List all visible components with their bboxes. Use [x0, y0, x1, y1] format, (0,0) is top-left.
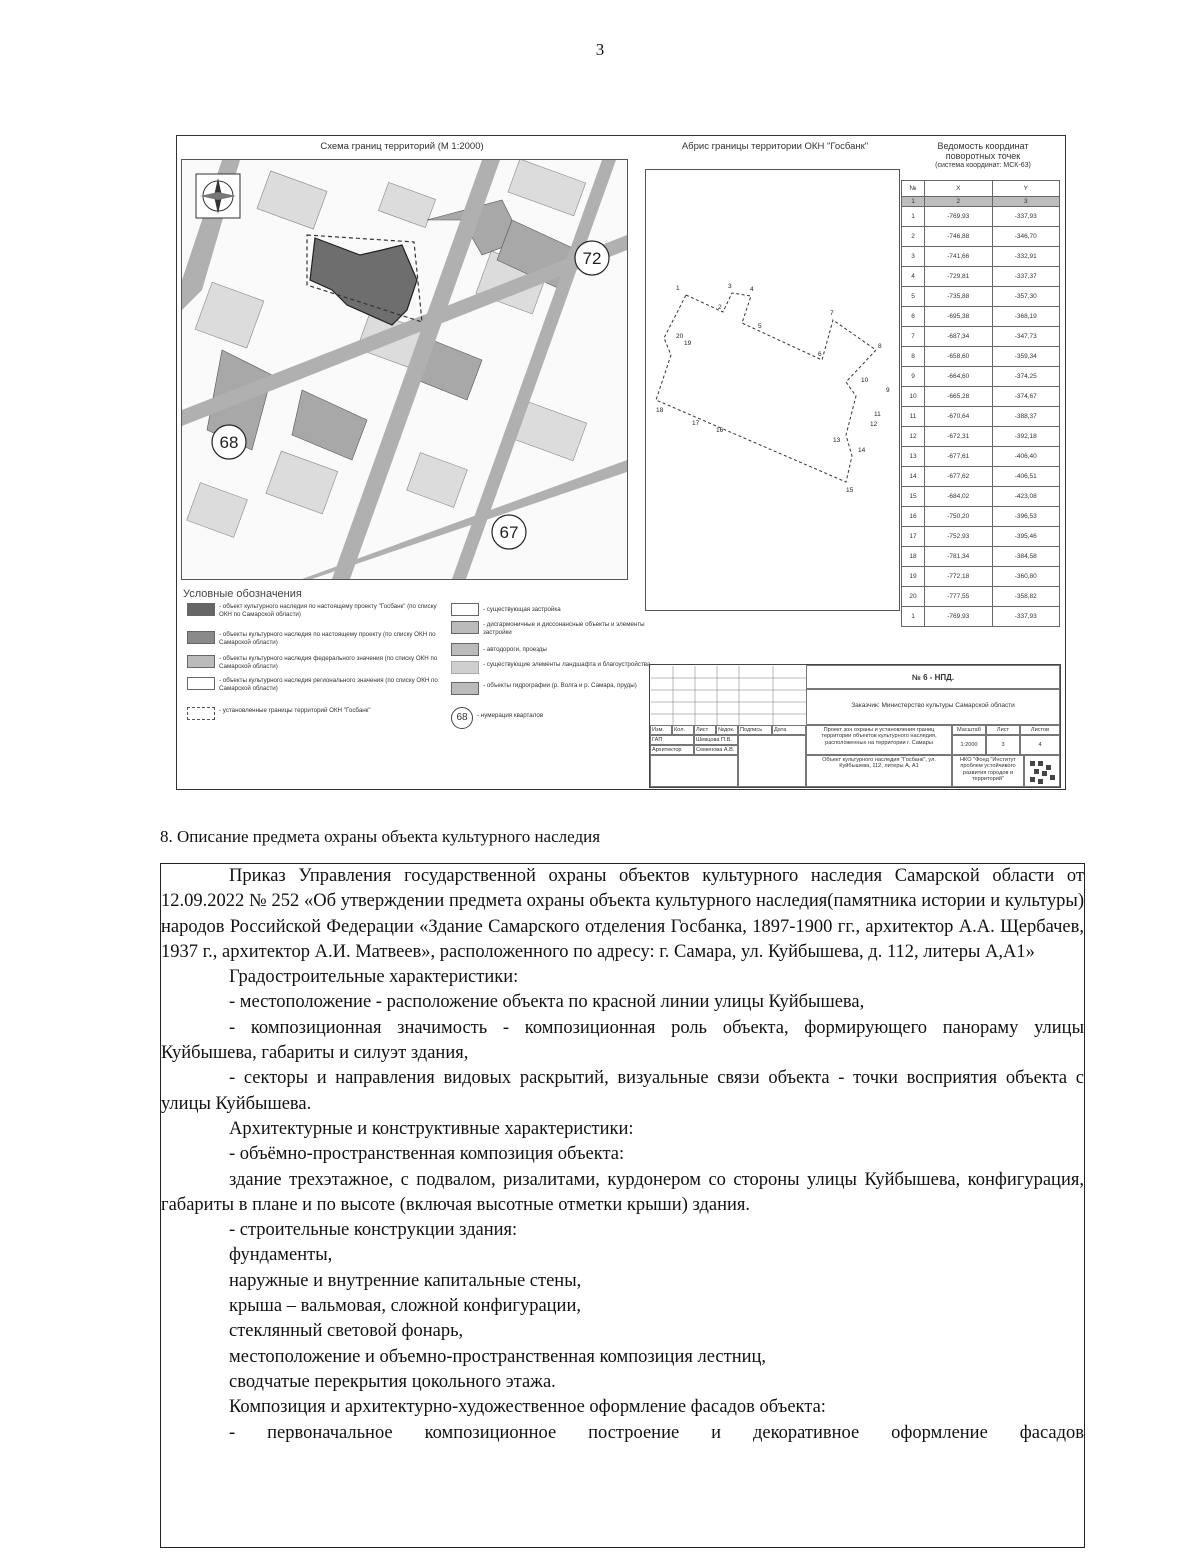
coords-row: [902, 407, 1060, 427]
legend-right: [451, 603, 651, 743]
order-paragraph: Приказ Управления государственной охраны объектов культурного наследия Самарской области от 12.09.2022 № 252 «Об утверждении предмета охраны объекта культурного наследия(памятника истории и культуры) народов Российской Федерации «Здание Самарского отделения Госбанка, 1897-1900 гг., архитектор А.А. Щербачев, 1937 г., архитектор А.И. Матвеев», расположенного по адресу: г. Самара, ул. Куйбышева, д. 112, литеры А,А1»: [161, 866, 1084, 962]
svg-text:16: 16: [716, 427, 724, 434]
coords-point-number: 20: [902, 587, 925, 607]
boundary-abris: [645, 169, 900, 611]
text-line: - строительные конструкции здания:: [229, 1220, 518, 1241]
coords-y-value: -374,67: [992, 387, 1060, 407]
coords-x-value: -750,20: [925, 507, 993, 527]
coords-y-value: -337,93: [992, 207, 1060, 227]
coords-point-number: 9: [902, 367, 925, 387]
coords-point-number: 2: [902, 227, 925, 247]
legend-swatch: [451, 682, 479, 695]
svg-text:13: 13: [833, 437, 841, 444]
coords-row: [902, 487, 1060, 507]
site-map-svg: [182, 160, 627, 579]
coords-row: [902, 367, 1060, 387]
coords-x-value: -769,93: [925, 607, 993, 627]
text-line: здание трехэтажное, с подвалом, ризалитами, курдонером со стороны улицы Куйбышева, конфигурация, габариты в плане и по высоте (включая высотные отметки крыши) здания.: [161, 1169, 1084, 1215]
svg-text:5: 5: [758, 323, 762, 330]
stamp-object-desc: Объект культурного наследия "Госбанк", ул. Куйбышева, 112, литеры А, А1: [806, 755, 952, 787]
stamp-grid-lines: [651, 666, 806, 725]
legend-item: [451, 661, 651, 674]
stamp-col-izm: Изм.: [650, 725, 672, 735]
compass-rose: [196, 174, 240, 218]
coords-header-y: Y: [992, 181, 1060, 197]
coords-y-value: -347,73: [992, 327, 1060, 347]
legend-text: - установленные границы территорий ОКН "Госбанк": [219, 707, 371, 714]
stamp-name-gap: Шевцова П.В.: [694, 735, 738, 745]
coords-index-cell: 1: [902, 197, 925, 207]
coords-row: [902, 567, 1060, 587]
legend-text: - дисгармоничные и диссонансные объекты и элементы застройки: [483, 621, 645, 636]
coords-y-value: -384,58: [992, 547, 1060, 567]
svg-text:14: 14: [858, 447, 866, 454]
coords-row: [902, 227, 1060, 247]
text-line: - первоначальное композиционное построение и декоративное оформление фасадов: [229, 1422, 1084, 1443]
coords-row: [902, 247, 1060, 267]
stamp-sheets: 4: [1020, 735, 1060, 755]
coords-row: [902, 287, 1060, 307]
svg-text:3: 3: [728, 283, 732, 290]
coords-y-value: -360,80: [992, 567, 1060, 587]
stamp-blank-rows: [650, 755, 738, 787]
coords-point-number: 10: [902, 387, 925, 407]
organization-logo: [1024, 755, 1060, 787]
coords-x-value: -665,28: [925, 387, 993, 407]
coords-row: [902, 527, 1060, 547]
legend-text: - автодороги, проезды: [483, 646, 547, 653]
coords-header-no: №: [902, 181, 925, 197]
legend-swatch: [187, 603, 215, 616]
coords-point-number: 18: [902, 547, 925, 567]
site-map: [181, 159, 628, 580]
text-line: - объёмно-пространственная композиция объекта:: [229, 1144, 625, 1165]
coords-x-value: -670,64: [925, 407, 993, 427]
legend-item: [187, 707, 387, 720]
text-line: фундаменты,: [229, 1245, 333, 1266]
legend-text: - объекты культурного наследия регионального значения (по списку ОКН по Самарской области): [219, 677, 438, 692]
coords-y-value: -374,25: [992, 367, 1060, 387]
stamp-organization: НКО "Фонд "Институт проблем устойчивого развития городов и территорий": [952, 755, 1024, 787]
stamp-sheet-header: Лист: [986, 725, 1020, 735]
coords-x-value: -735,88: [925, 287, 993, 307]
stamp-col-list: Лист: [694, 725, 716, 735]
coords-index-cell: 3: [992, 197, 1060, 207]
svg-text:1: 1: [676, 285, 680, 292]
coords-title-line1: Ведомость координат: [937, 141, 1029, 151]
stamp-role-gap: ГАП: [650, 735, 694, 745]
coords-point-number: 7: [902, 327, 925, 347]
legend-text: - объекты культурного наследия по настоящему проекту (по списку ОКН по Самарской области): [219, 631, 436, 646]
svg-text:9: 9: [886, 387, 890, 394]
stamp-col-ndoc: №док.: [716, 725, 738, 735]
text-line: сводчатые перекрытия цокольного этажа.: [229, 1371, 556, 1392]
quarter-label-68: 68: [219, 433, 239, 452]
coords-point-number: 6: [902, 307, 925, 327]
text-line: - местоположение - расположение объекта по красной линии улицы Куйбышева,: [229, 992, 865, 1013]
coords-y-value: -357,30: [992, 287, 1060, 307]
coords-x-value: -781,34: [925, 547, 993, 567]
coords-x-value: -672,31: [925, 427, 993, 447]
coords-x-value: -769,93: [925, 207, 993, 227]
coords-point-number: 3: [902, 247, 925, 267]
svg-text:11: 11: [874, 411, 881, 418]
text-line: стеклянный световой фонарь,: [229, 1321, 464, 1342]
text-line: наружные и внутренние капитальные стены,: [229, 1270, 582, 1291]
legend-swatch: [451, 661, 479, 674]
coords-y-value: -423,08: [992, 487, 1060, 507]
stamp-col-sign: Подпись: [738, 725, 772, 735]
coords-row: [902, 467, 1060, 487]
svg-text:17: 17: [692, 420, 700, 427]
coords-point-number: 1: [902, 207, 925, 227]
coords-row: [902, 587, 1060, 607]
legend-item: [451, 643, 651, 656]
legend-item: [187, 631, 447, 647]
coords-y-value: -358,82: [992, 587, 1060, 607]
coords-x-value: -695,38: [925, 307, 993, 327]
coords-x-value: -777,55: [925, 587, 993, 607]
map-title: Схема границ территорий (М 1:2000): [320, 141, 484, 152]
svg-text:20: 20: [676, 333, 684, 340]
coords-x-value: -746,88: [925, 227, 993, 247]
coords-row: [902, 387, 1060, 407]
coords-index-cell: 2: [925, 197, 993, 207]
legend-text: - существующая застройка: [483, 606, 561, 613]
coords-y-value: -332,91: [992, 247, 1060, 267]
abris-svg: [646, 170, 899, 610]
protection-subject-box: [160, 863, 1085, 1548]
coords-point-number: 1: [902, 607, 925, 627]
coords-point-number: 8: [902, 347, 925, 367]
svg-text:4: 4: [750, 286, 754, 293]
legend-text: - нумерация кварталов: [477, 712, 544, 719]
stamp-sheet: 3: [986, 735, 1020, 755]
legend-swatch: [187, 677, 215, 690]
legend-text: - объекты культурного наследия федерального значения (по списку ОКН по Самарской области): [219, 655, 438, 670]
coords-y-value: -392,18: [992, 427, 1060, 447]
coords-y-value: -337,37: [992, 267, 1060, 287]
coords-y-value: -388,37: [992, 407, 1060, 427]
legend-title: Условные обозначения: [183, 588, 302, 600]
coords-table-body: [902, 207, 1060, 627]
text-line: Композиция и архитектурно-художественное оформление фасадов объекта:: [229, 1397, 826, 1418]
coords-x-value: -741,66: [925, 247, 993, 267]
coords-x-value: -684,02: [925, 487, 993, 507]
stamp-col-date: Дата: [772, 725, 806, 735]
svg-text:18: 18: [656, 407, 664, 414]
legend-item: [187, 655, 447, 671]
legend-item: [451, 682, 651, 695]
coords-row: [902, 427, 1060, 447]
quarter-number-symbol: 68: [451, 707, 473, 729]
svg-text:2: 2: [718, 304, 722, 311]
stamp-col-kol: Кол.: [672, 725, 694, 735]
abris-title: Абрис границы территории ОКН "Госбанк": [681, 141, 869, 152]
coords-y-value: -406,40: [992, 447, 1060, 467]
stamp-client: Заказчик: Министерство культуры Самарской области: [806, 689, 1060, 725]
coords-x-value: -658,60: [925, 347, 993, 367]
coords-title: [903, 141, 1063, 170]
svg-text:19: 19: [684, 340, 692, 347]
coords-row: [902, 547, 1060, 567]
coords-header-x: X: [925, 181, 993, 197]
stamp-doc-number: № 6 - НПД.: [806, 665, 1060, 689]
legend-item: [451, 707, 651, 729]
legend-swatch: [187, 655, 215, 668]
coords-y-value: -396,53: [992, 507, 1060, 527]
svg-text:15: 15: [846, 487, 854, 494]
quarter-label-72: 72: [582, 249, 602, 268]
coords-point-number: 16: [902, 507, 925, 527]
stamp-role-architect: Архитектор: [650, 745, 694, 755]
stamp-scale-header: Масштаб: [952, 725, 986, 735]
coordinates-table: [901, 180, 1060, 627]
coords-row: [902, 207, 1060, 227]
title-block-stamp: [649, 664, 1061, 788]
legend-item: [451, 621, 651, 637]
stamp-empty-grid: [650, 665, 806, 725]
text-line: Градостроительные характеристики:: [229, 967, 519, 988]
svg-text:6: 6: [818, 351, 822, 358]
coords-x-value: -772,18: [925, 567, 993, 587]
legend-swatch: [451, 603, 479, 616]
text-line: Архитектурные и конструктивные характеристики:: [229, 1118, 634, 1139]
legend-text: - объект культурного наследия по настоящему проекту "Госбанк" (по списку ОКН по Самарской области): [219, 603, 437, 618]
coords-y-value: -359,34: [992, 347, 1060, 367]
legend-swatch: [187, 631, 215, 644]
coords-point-number: 12: [902, 427, 925, 447]
page-number: 3: [595, 40, 605, 59]
svg-text:12: 12: [870, 421, 878, 428]
legend-text: - объекты гидрографии (р. Волга и р. Самара, пруды): [483, 682, 637, 689]
coords-row: [902, 267, 1060, 287]
coords-row: [902, 327, 1060, 347]
coords-row: [902, 507, 1060, 527]
coords-point-number: 17: [902, 527, 925, 547]
coords-x-value: -687,34: [925, 327, 993, 347]
coords-y-value: -395,46: [992, 527, 1060, 547]
coords-row: [902, 607, 1060, 627]
coords-y-value: -346,70: [992, 227, 1060, 247]
legend-item: [187, 677, 447, 693]
legend-swatch: [451, 621, 479, 634]
coords-y-value: -368,19: [992, 307, 1060, 327]
coords-point-number: 5: [902, 287, 925, 307]
svg-text:7: 7: [830, 310, 834, 317]
coords-point-number: 13: [902, 447, 925, 467]
coords-x-value: -729,81: [925, 267, 993, 287]
stamp-sign-area: [738, 735, 806, 787]
coords-x-value: -677,62: [925, 467, 993, 487]
stamp-project-desc: Проект зон охраны и установления границ территории объектов культурного наследия, расположенных на территории г. Самары: [806, 725, 952, 755]
coords-title-line3: (система координат: МСК-63): [935, 161, 1031, 169]
coords-x-value: -664,60: [925, 367, 993, 387]
text-line: - композиционная значимость - композиционная роль объекта, формирующего панораму улицы Куйбышева, габариты и силуэт здания,: [161, 1017, 1084, 1064]
coords-y-value: -406,51: [992, 467, 1060, 487]
coords-point-number: 11: [902, 407, 925, 427]
coords-x-value: -677,61: [925, 447, 993, 467]
coords-title-line2: поворотных точек: [945, 151, 1021, 162]
coords-point-number: 15: [902, 487, 925, 507]
coords-y-value: -337,93: [992, 607, 1060, 627]
text-line: крыша – вальмовая, сложной конфигурации,: [229, 1296, 581, 1317]
site-plan-drawing: [176, 135, 1066, 790]
organization-logo-graphic: [1026, 757, 1060, 787]
legend-swatch: [451, 643, 479, 656]
stamp-scale: 1:2000: [952, 735, 986, 755]
coords-row: [902, 347, 1060, 367]
coords-row: [902, 447, 1060, 467]
quarter-label-67: 67: [499, 523, 519, 542]
stamp-name-architect: Семенова А.В.: [694, 745, 738, 755]
coords-point-number: 4: [902, 267, 925, 287]
coords-x-value: -752,93: [925, 527, 993, 547]
text-line: - секторы и направления видовых раскрытий, визуальные связи объекта - точки восприятия объекта с улицы Куйбышева.: [161, 1068, 1084, 1114]
legend-left: [187, 603, 457, 743]
coords-point-number: 14: [902, 467, 925, 487]
svg-text:8: 8: [878, 343, 882, 350]
coords-point-number: 19: [902, 567, 925, 587]
svg-text:10: 10: [861, 377, 869, 384]
legend-item: [451, 603, 651, 616]
stamp-sheets-header: Листов: [1020, 725, 1060, 735]
text-line: местоположение и объемно-пространственная композиция лестниц,: [229, 1346, 767, 1367]
legend-item: [187, 603, 447, 619]
section-heading: 8. Описание предмета охраны объекта культурного наследия: [160, 827, 601, 846]
legend-swatch: [187, 707, 215, 720]
coords-row: [902, 307, 1060, 327]
legend-text: - существующие элементы ландшафта и благоустройства: [483, 661, 651, 668]
